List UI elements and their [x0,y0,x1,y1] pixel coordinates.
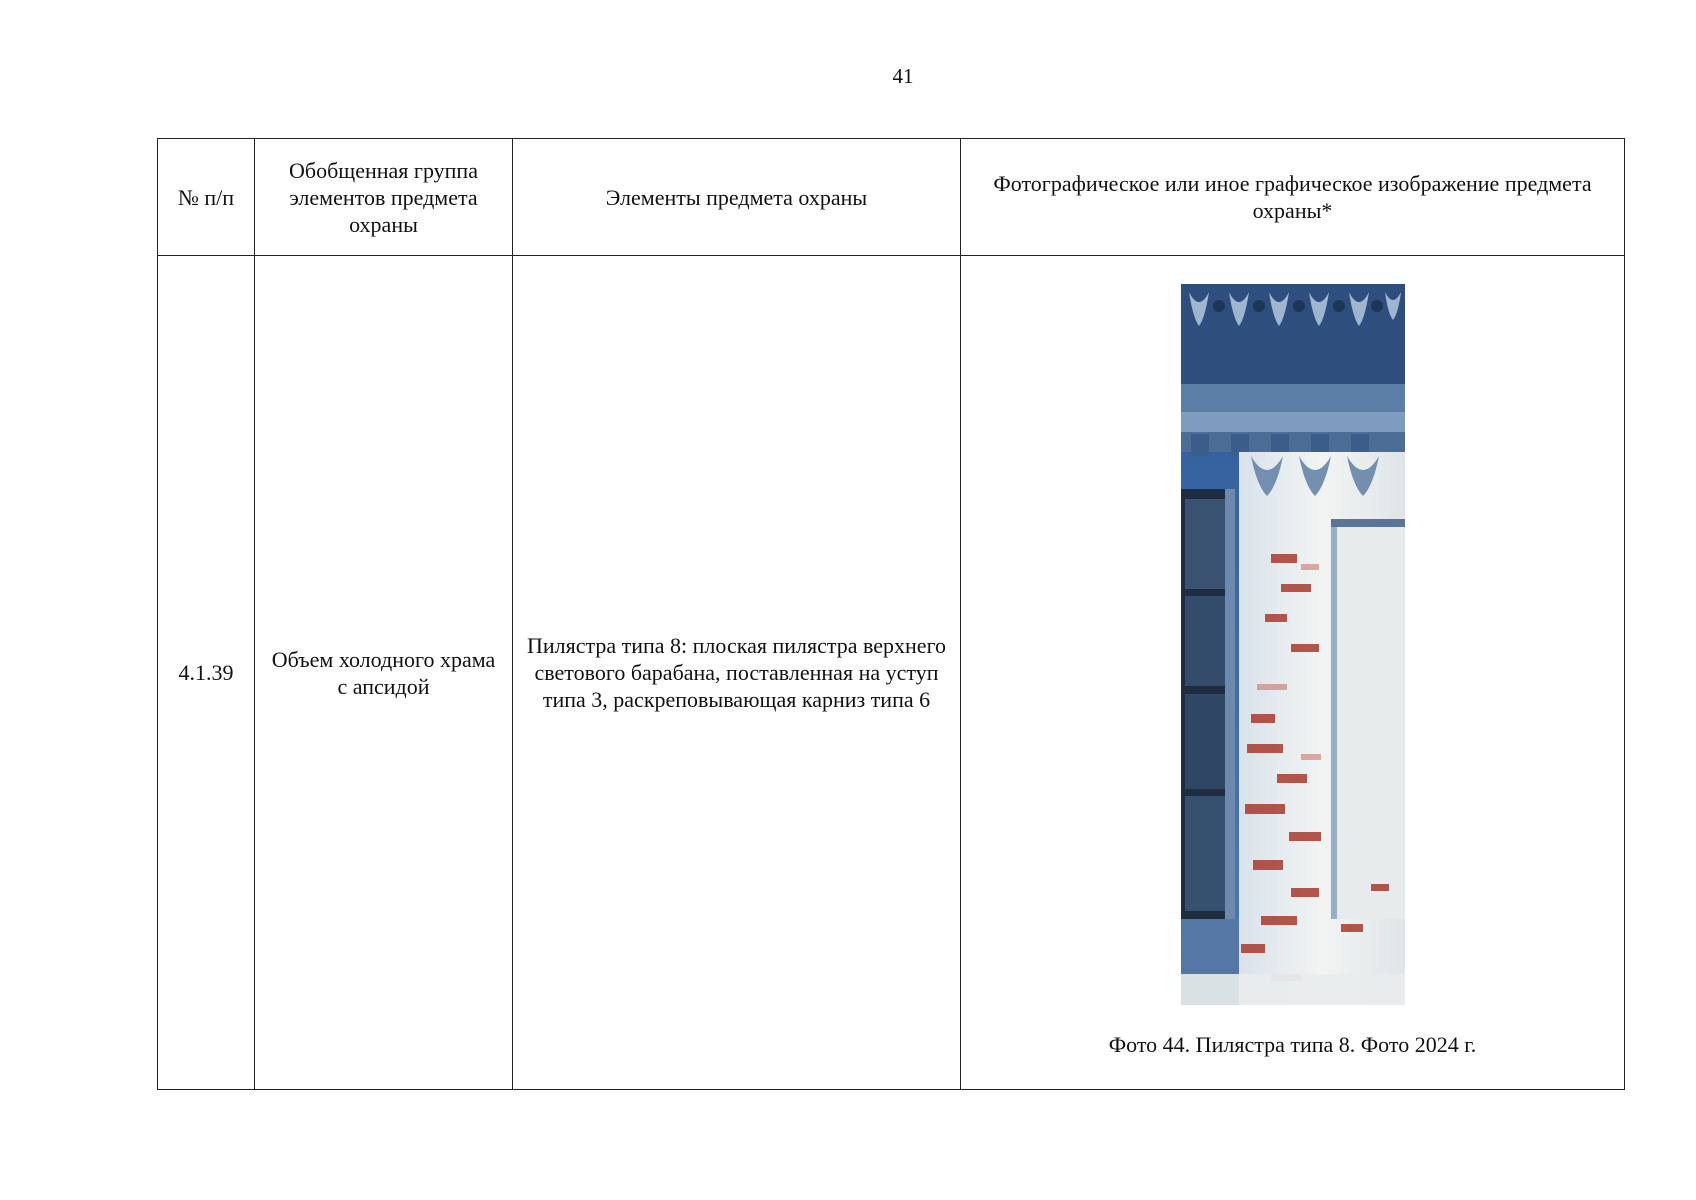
header-elements: Элементы предмета охраны [513,139,961,256]
header-number: № п/п [158,139,255,256]
photo-caption: Фото 44. Пилястра типа 8. Фото 2024 г. [1108,1032,1477,1057]
header-group: Обобщенная группа элементов предмета охраны [255,139,513,256]
header-image: Фотографическое или иное графическое изображение предмета охраны* [961,139,1625,256]
row-group: Объем холодного храма с апсидой [255,256,513,1090]
protection-table [157,138,1625,1090]
table-row [158,256,1625,1090]
row-elements: Пилястра типа 8: плоская пилястра верхнего светового барабана, поставленная на уступ типа 3, раскреповывающая карниз типа 6 [513,256,961,1090]
row-number: 4.1.39 [158,256,255,1090]
page-number: 41 [892,64,914,88]
table-header-row [158,139,1625,256]
pilaster-photo [1181,284,1405,1005]
row-image-cell [961,256,1625,1090]
